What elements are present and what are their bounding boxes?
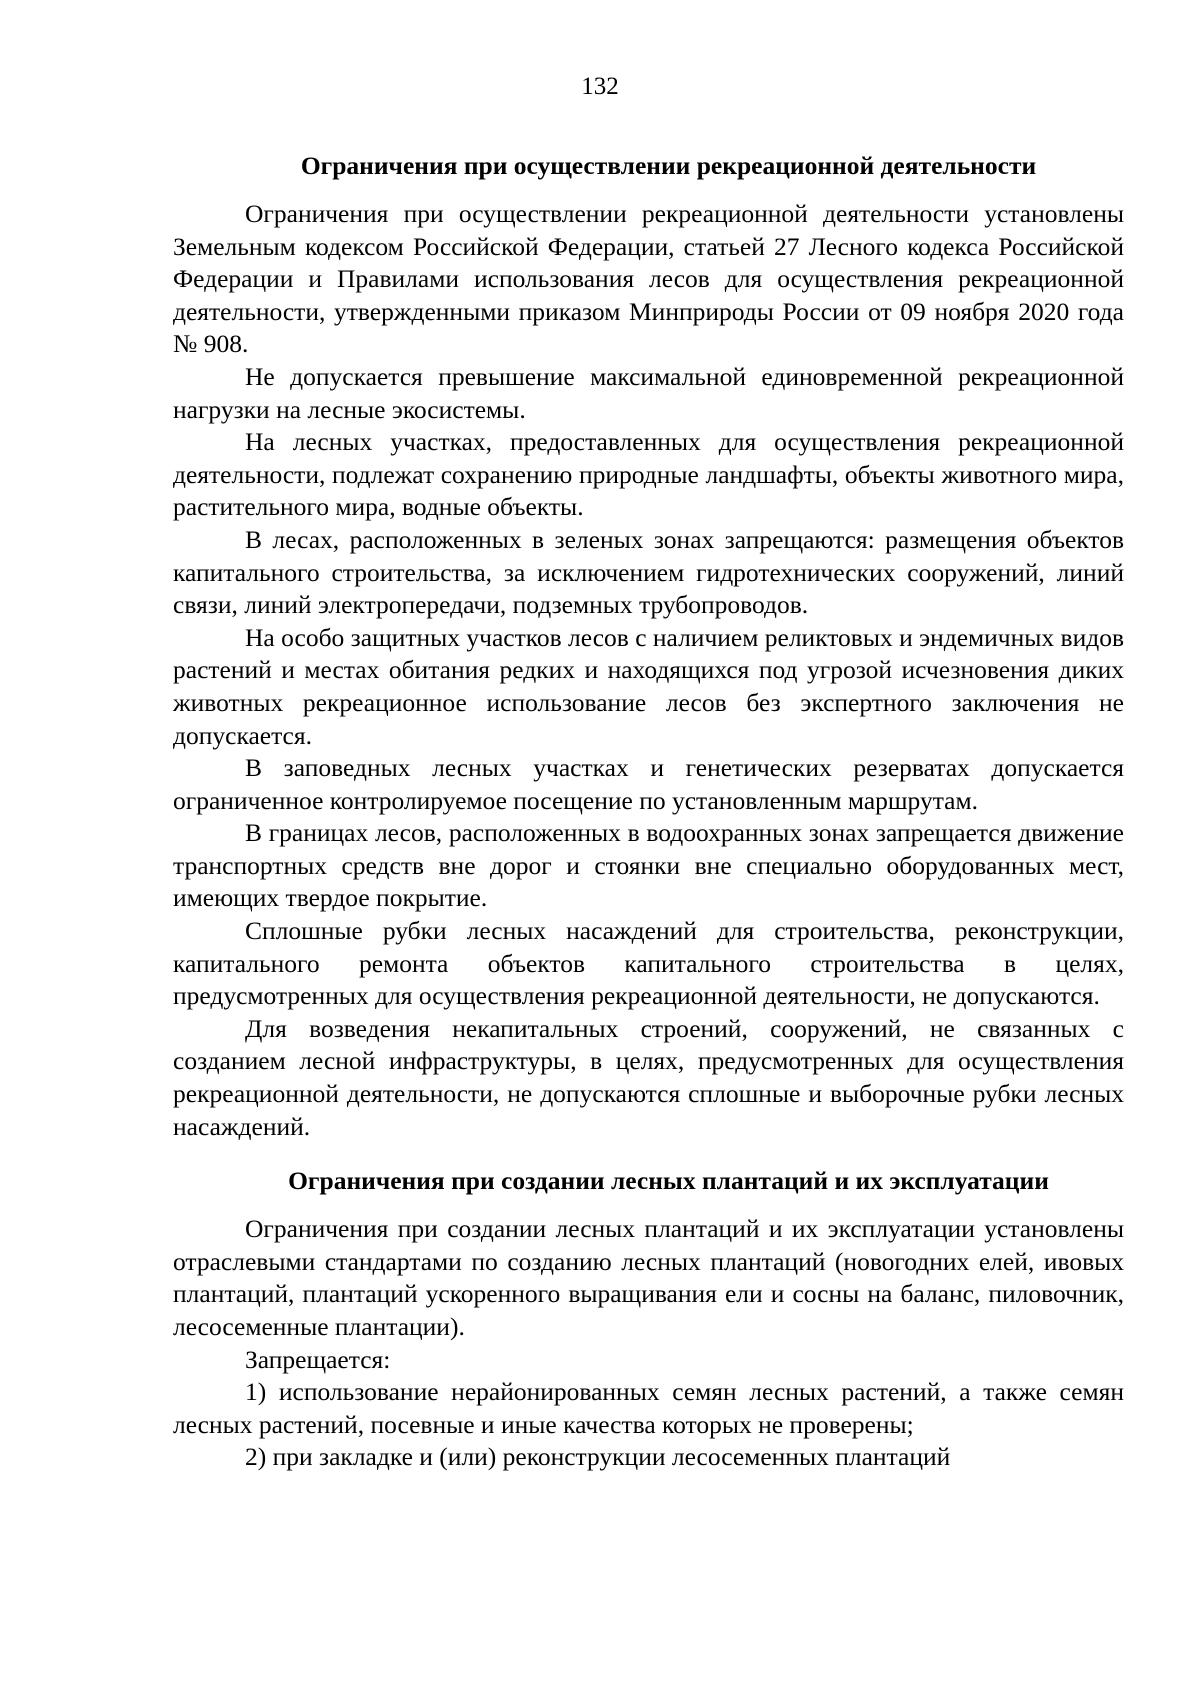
paragraph: Сплошные рубки лесных насаждений для строительства, реконструкции, капитального ремонта объектов капитального строительства в целях, предусмотренных для осуществления рекреационной деятельности, не допускаются. bbox=[173, 916, 1124, 1011]
paragraph: На лесных участках, предоставленных для осуществления рекреационной деятельности, подлежат сохранению природные ландшафты, объекты животного мира, растительного мира, водные объекты. bbox=[173, 427, 1124, 522]
page-body bbox=[173, 145, 1124, 1474]
list-item: 1) использование нерайонированных семян лесных растений, а также семян лесных растений, посевные и иные качества которых не проверены; bbox=[173, 1377, 1124, 1439]
paragraph: В границах лесов, расположенных в водоохранных зонах запрещается движение транспортных средств вне дорог и стоянки вне специально оборудованных мест, имеющих твердое покрытие. bbox=[173, 818, 1124, 913]
paragraph: Ограничения при осуществлении рекреационной деятельности установлены Земельным кодексом Российской Федерации, статьей 27 Лесного кодекса Российской Федерации и Правилами использования лесов для осуществления рекреационной деятельности, утвержденными приказом Минприроды России от 09 ноября 2020 года № 908. bbox=[173, 199, 1124, 359]
paragraph: Для возведения некапитальных строений, сооружений, не связанных с созданием лесной инфраструктуры, в целях, предусмотренных для осуществления рекреационной деятельности, не допускаются сплошные и выборочные рубки лесных насаждений. bbox=[173, 1013, 1124, 1141]
paragraph: Ограничения при создании лесных плантаций и их эксплуатации установлены отраслевыми стандартами по созданию лесных плантаций (новогодних елей, ивовых плантаций, плантаций ускоренного выращивания ели и сосны на баланс, пиловочник, лесосеменные плантации). bbox=[173, 1214, 1124, 1341]
paragraph: Не допускается превышение максимальной единовременной рекреационной нагрузки на лесные экосистемы. bbox=[173, 361, 1124, 424]
paragraph: В заповедных лесных участках и генетических резерватах допускается ограниченное контролируемое посещение по установленным маршрутам. bbox=[173, 753, 1124, 815]
list-item: 2) при закладке и (или) реконструкции лесосеменных плантаций bbox=[245, 1442, 951, 1472]
paragraph: В лесах, расположенных в зеленых зонах запрещаются: размещения объектов капитального строительства, за исключением гидротехнических сооружений, линий связи, линий электропередачи, подземных трубопроводов. bbox=[173, 524, 1124, 620]
section-heading-plantations: Ограничения при создании лесных плантаций и их эксплуатации bbox=[288, 1166, 1049, 1196]
paragraph: Запрещается: bbox=[245, 1344, 391, 1374]
page-number: 132 bbox=[581, 73, 619, 100]
section-heading-recreation: Ограничения при осуществлении рекреационной деятельности bbox=[300, 151, 1037, 180]
paragraph: На особо защитных участков лесов с наличием реликтовых и эндемичных видов растений и местах обитания редких и находящихся под угрозой исчезновения диких животных рекреационное использование лесов без экспертного заключения не допускается. bbox=[173, 622, 1124, 750]
